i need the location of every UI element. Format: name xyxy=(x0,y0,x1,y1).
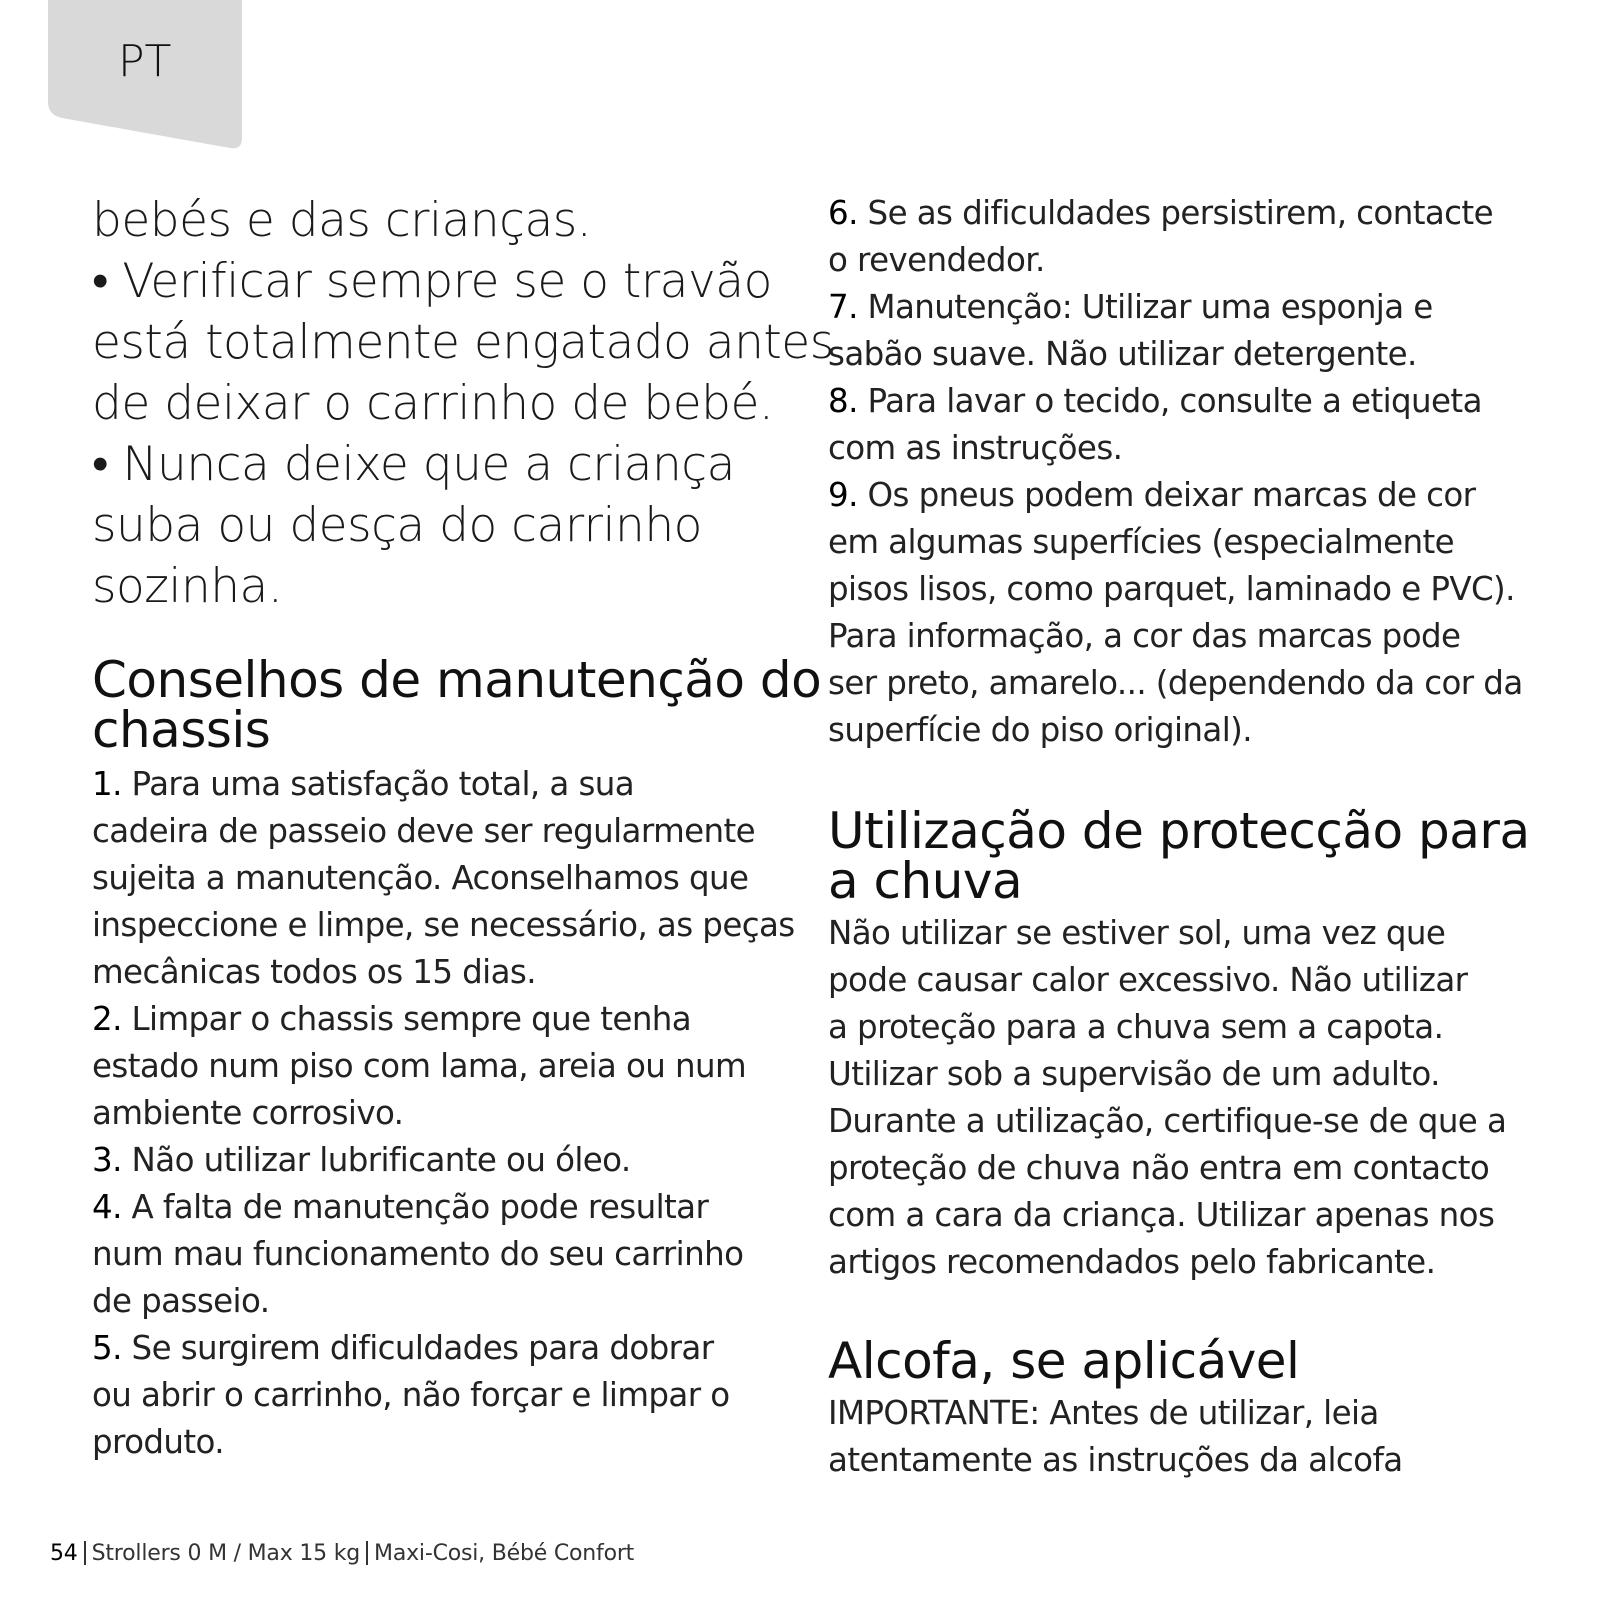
list-item xyxy=(92,996,772,1137)
paragraph-line: proteção de chuva não entra em contacto xyxy=(828,1149,1490,1187)
carrycot-text xyxy=(828,1390,1508,1484)
item-number: 8. xyxy=(828,382,858,420)
item-text: produto. xyxy=(92,1423,224,1461)
intro-line: • Nunca deixe que a criança xyxy=(92,437,735,492)
heading-line: a chuva xyxy=(828,852,1023,910)
maintenance-heading xyxy=(92,651,822,759)
language-label: PT xyxy=(118,36,172,87)
paragraph-line: Durante a utilização, certifique-se de que a xyxy=(828,1102,1507,1140)
rain-cover-text xyxy=(828,910,1508,1286)
item-text: sabão suave. Não utilizar detergente. xyxy=(828,335,1417,373)
item-text: Limpar o chassis sempre que tenha xyxy=(121,1000,692,1038)
item-text: cadeira de passeio deve ser regularmente xyxy=(92,812,756,850)
item-number: 2. xyxy=(92,1000,122,1038)
paragraph-line: IMPORTANTE: Antes de utilizar, leia xyxy=(828,1394,1379,1432)
list-item xyxy=(92,761,795,996)
footer-divider xyxy=(366,1541,368,1565)
paragraph-line: Não utilizar se estiver sol, uma vez que xyxy=(828,914,1446,952)
paragraph-line: com a cara da criança. Utilizar apenas nos xyxy=(828,1196,1495,1234)
heading-line: Alcofa, se aplicável xyxy=(828,1332,1300,1390)
item-text: Os pneus podem deixar marcas de cor xyxy=(857,476,1476,514)
intro-line: suba ou desça do carrinho xyxy=(92,498,702,553)
item-text: sujeita a manutenção. Aconselhamos que xyxy=(92,859,749,897)
intro-text xyxy=(92,190,834,617)
item-text: Não utilizar lubrificante ou óleo. xyxy=(121,1141,631,1179)
item-number: 9. xyxy=(828,476,858,514)
heading-line: Conselhos de manutenção do xyxy=(92,651,822,709)
paragraph-line: a proteção para a chuva sem a capota. xyxy=(828,1008,1444,1046)
item-text: Manutenção: Utilizar uma esponja e xyxy=(857,288,1433,326)
item-text: A falta de manutenção pode resultar xyxy=(121,1188,709,1226)
item-text: em algumas superfícies (especialmente xyxy=(828,523,1455,561)
footer-product: Strollers 0 M / Max 15 kg xyxy=(91,1541,361,1566)
paragraph-line: atentamente as instruções da alcofa xyxy=(828,1441,1403,1479)
item-text: Para informação, a cor das marcas pode xyxy=(828,617,1461,655)
heading-line: chassis xyxy=(92,701,271,759)
rain-cover-heading xyxy=(828,802,1530,910)
intro-line: está totalmente engatado antes xyxy=(92,315,834,370)
item-number: 3. xyxy=(92,1141,122,1179)
item-number: 7. xyxy=(828,288,858,326)
item-text: ou abrir o carrinho, não forçar e limpar o xyxy=(92,1376,730,1414)
list-item xyxy=(92,1184,772,1325)
item-text: ambiente corrosivo. xyxy=(92,1094,404,1132)
intro-line: de deixar o carrinho de bebé. xyxy=(92,376,774,431)
carrycot-heading xyxy=(828,1332,1508,1390)
language-tab xyxy=(48,0,242,152)
item-text: Se as dificuldades persistirem, contacte xyxy=(857,194,1493,232)
item-text: mecânicas todos os 15 dias. xyxy=(92,953,536,991)
paragraph-line: artigos recomendados pelo fabricante. xyxy=(828,1243,1436,1281)
maintenance-list xyxy=(92,761,795,1466)
intro-line: bebés e das crianças. xyxy=(92,193,592,248)
item-number: 4. xyxy=(92,1188,122,1226)
footer-brands: Maxi-Cosi, Bébé Confort xyxy=(374,1541,635,1566)
left-column xyxy=(92,190,834,1466)
item-number: 6. xyxy=(828,194,858,232)
intro-line: • Verificar sempre se o travão xyxy=(92,254,772,309)
item-text: superfície do piso original). xyxy=(828,711,1252,749)
page-number: 54 xyxy=(50,1541,78,1566)
item-number: 5. xyxy=(92,1329,122,1367)
list-item xyxy=(828,284,1508,378)
list-item xyxy=(92,1137,772,1184)
paragraph-line: Utilizar sob a supervisão de um adulto. xyxy=(828,1055,1440,1093)
item-text: Se surgirem dificuldades para dobrar xyxy=(121,1329,714,1367)
maintenance-list-continued xyxy=(828,190,1523,754)
item-text: com as instruções. xyxy=(828,429,1123,467)
list-item xyxy=(828,378,1508,472)
item-text: inspeccione e limpe, se necessário, as peças xyxy=(92,906,795,944)
item-number: 1. xyxy=(92,765,122,803)
list-item xyxy=(92,1325,772,1466)
heading-line: Utilização de protecção para xyxy=(828,802,1530,860)
item-text: o revendedor. xyxy=(828,241,1045,279)
page-footer xyxy=(50,1541,634,1566)
item-text: num mau funcionamento do seu carrinho xyxy=(92,1235,744,1273)
item-text: de passeio. xyxy=(92,1282,270,1320)
list-item xyxy=(828,190,1508,284)
item-text: pisos lisos, como parquet, laminado e PVC). xyxy=(828,570,1515,608)
list-item xyxy=(828,472,1523,754)
right-column xyxy=(828,190,1530,1484)
item-text: Para lavar o tecido, consulte a etiqueta xyxy=(857,382,1482,420)
intro-line: sozinha. xyxy=(92,559,283,614)
paragraph-line: pode causar calor excessivo. Não utilizar xyxy=(828,961,1468,999)
item-text: Para uma satisfação total, a sua xyxy=(121,765,635,803)
item-text: estado num piso com lama, areia ou num xyxy=(92,1047,747,1085)
footer-divider xyxy=(84,1541,86,1565)
item-text: ser preto, amarelo... (dependendo da cor da xyxy=(828,664,1523,702)
